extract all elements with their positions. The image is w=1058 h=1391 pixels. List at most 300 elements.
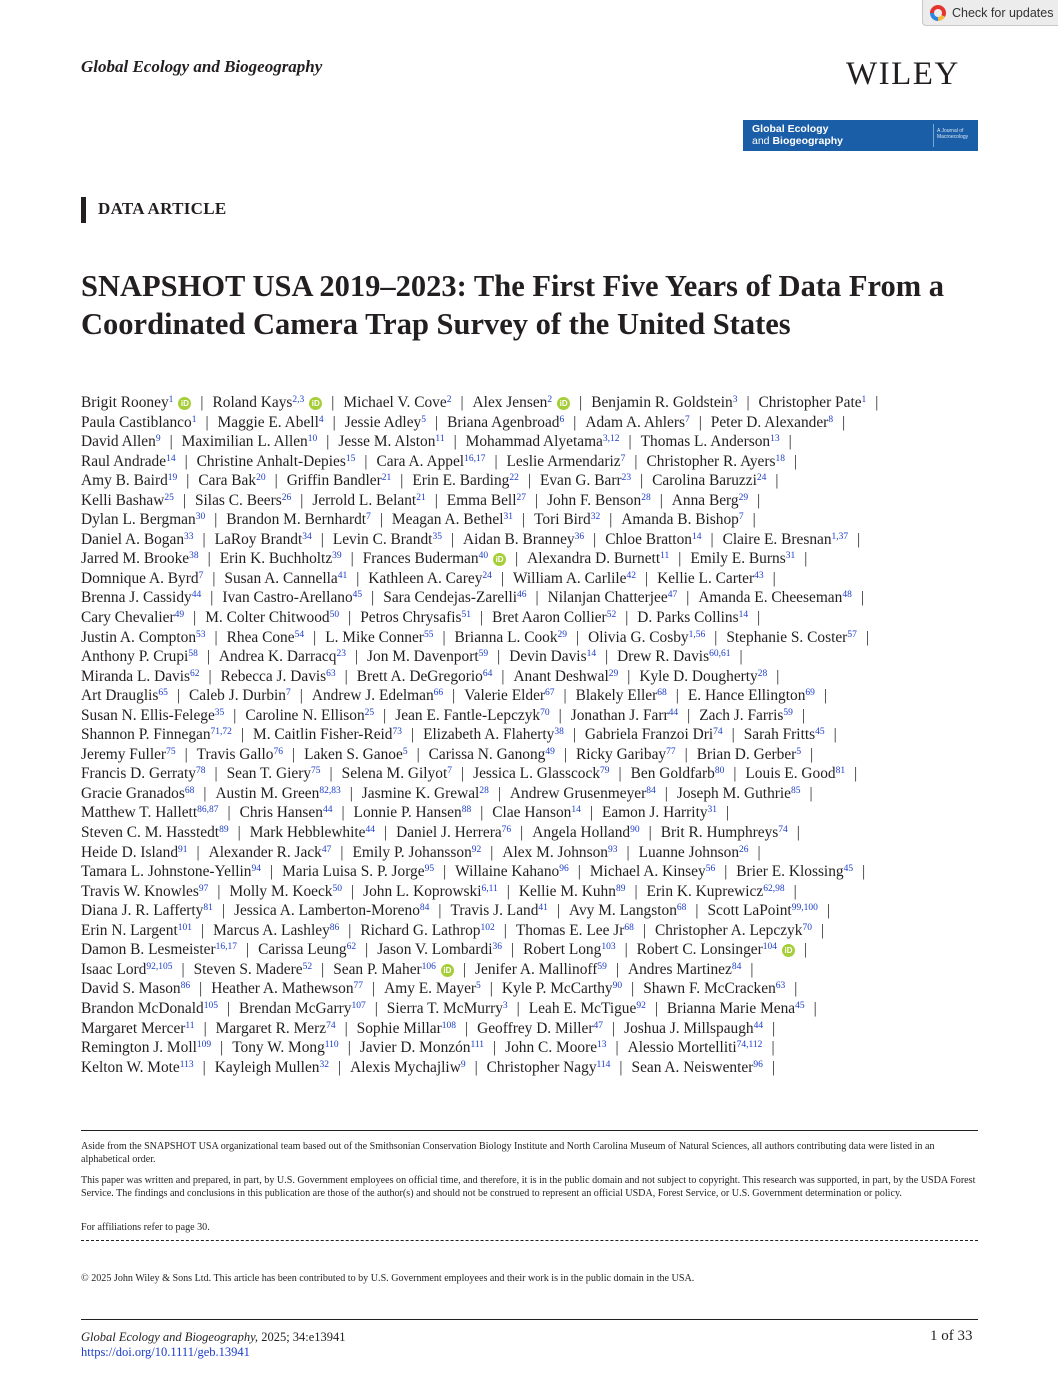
- author[interactable]: [513, 668, 618, 685]
- affiliation-superscript[interactable]: 89: [615, 883, 626, 894]
- affiliation-superscript[interactable]: 2: [446, 395, 452, 405]
- affiliation-superscript[interactable]: 38: [189, 551, 199, 562]
- affiliation-superscript[interactable]: 92,105: [146, 961, 173, 972]
- author[interactable]: [591, 394, 737, 411]
- author[interactable]: [477, 1020, 603, 1037]
- affiliation-superscript[interactable]: 94: [251, 864, 261, 875]
- author[interactable]: [647, 883, 785, 900]
- journal-badge[interactable]: [743, 120, 978, 151]
- affiliation-superscript[interactable]: 5: [421, 414, 426, 425]
- affiliation-superscript[interactable]: 99,100: [791, 903, 818, 914]
- author[interactable]: [624, 1020, 763, 1037]
- affiliation-superscript[interactable]: 1,37: [831, 531, 849, 542]
- author[interactable]: [661, 824, 788, 841]
- affiliation-superscript[interactable]: 42: [626, 570, 637, 581]
- author[interactable]: [287, 472, 392, 489]
- author[interactable]: [81, 1039, 211, 1056]
- author[interactable]: [655, 922, 812, 939]
- author[interactable]: [197, 453, 356, 470]
- author[interactable]: [492, 804, 581, 821]
- affiliation-superscript[interactable]: 32: [590, 512, 601, 523]
- affiliation-superscript[interactable]: 14: [166, 453, 176, 464]
- author[interactable]: [220, 550, 342, 567]
- affiliation-superscript[interactable]: 35: [214, 707, 225, 718]
- author[interactable]: [245, 707, 374, 724]
- affiliation-superscript[interactable]: 48: [842, 590, 852, 601]
- affiliation-superscript[interactable]: 59: [783, 707, 793, 718]
- affiliation-superscript[interactable]: 7: [738, 512, 744, 523]
- author[interactable]: [81, 824, 229, 841]
- affiliation-superscript[interactable]: 103: [601, 942, 616, 953]
- author[interactable]: [502, 980, 622, 997]
- author[interactable]: [81, 844, 188, 861]
- affiliation-superscript[interactable]: 58: [188, 649, 198, 660]
- author[interactable]: [81, 922, 192, 939]
- affiliation-superscript[interactable]: 35: [432, 531, 442, 542]
- author[interactable]: [363, 550, 506, 567]
- author[interactable]: [81, 511, 205, 528]
- author[interactable]: [215, 1059, 329, 1076]
- author[interactable]: [81, 648, 198, 665]
- affiliation-superscript[interactable]: 92: [636, 1000, 646, 1011]
- affiliation-superscript[interactable]: 1: [861, 395, 867, 405]
- author[interactable]: [628, 961, 741, 978]
- affiliation-superscript[interactable]: 13: [597, 1040, 607, 1051]
- affiliation-superscript[interactable]: 97: [198, 883, 209, 894]
- author[interactable]: [81, 863, 261, 880]
- affiliation-superscript[interactable]: 56: [705, 864, 716, 875]
- author[interactable]: [360, 922, 494, 939]
- affiliation-superscript[interactable]: 96: [559, 864, 569, 875]
- author[interactable]: [234, 902, 429, 919]
- affiliation-superscript[interactable]: 95: [424, 864, 435, 875]
- affiliation-superscript[interactable]: 16,17: [215, 942, 238, 953]
- author[interactable]: [699, 707, 793, 724]
- affiliation-superscript[interactable]: 101: [177, 922, 192, 933]
- affiliation-superscript[interactable]: 73: [392, 727, 403, 738]
- affiliation-superscript[interactable]: 76: [501, 825, 512, 836]
- affiliation-superscript[interactable]: 23: [336, 649, 346, 660]
- author[interactable]: [360, 609, 471, 626]
- author[interactable]: [81, 492, 174, 509]
- affiliation-superscript[interactable]: 36: [492, 942, 502, 953]
- author[interactable]: [205, 609, 339, 626]
- author[interactable]: [677, 785, 801, 802]
- author[interactable]: [338, 433, 444, 450]
- affiliation-superscript[interactable]: 84: [419, 903, 430, 914]
- affiliation-superscript[interactable]: 31: [503, 512, 513, 523]
- affiliation-superscript[interactable]: 80: [714, 766, 725, 777]
- affiliation-superscript[interactable]: 28: [479, 785, 489, 796]
- affiliation-superscript[interactable]: 62: [190, 668, 200, 679]
- affiliation-superscript[interactable]: 31: [707, 805, 718, 816]
- affiliation-superscript[interactable]: 63: [326, 668, 336, 679]
- author[interactable]: [81, 765, 205, 782]
- author[interactable]: [81, 746, 176, 763]
- affiliation-superscript[interactable]: 10: [307, 434, 318, 445]
- affiliation-superscript[interactable]: 2: [547, 395, 553, 405]
- author[interactable]: [466, 433, 620, 450]
- author[interactable]: [576, 687, 667, 704]
- affiliation-superscript[interactable]: 3: [502, 1000, 508, 1011]
- author[interactable]: [447, 414, 564, 431]
- author[interactable]: [639, 668, 767, 685]
- orcid-icon[interactable]: iD: [782, 944, 795, 957]
- affiliation-superscript[interactable]: 14: [586, 649, 597, 660]
- author[interactable]: [221, 668, 336, 685]
- affiliation-superscript[interactable]: 50: [332, 883, 342, 894]
- affiliation-superscript[interactable]: 7: [198, 570, 204, 581]
- author[interactable]: [643, 980, 785, 997]
- affiliation-superscript[interactable]: 44: [365, 825, 376, 836]
- affiliation-superscript[interactable]: 102: [480, 922, 495, 933]
- affiliation-superscript[interactable]: 53: [196, 629, 206, 640]
- author[interactable]: [585, 726, 723, 743]
- author[interactable]: [463, 531, 584, 548]
- author[interactable]: [81, 531, 194, 548]
- author[interactable]: [395, 707, 549, 724]
- affiliation-superscript[interactable]: 68: [184, 785, 195, 796]
- author[interactable]: [226, 511, 371, 528]
- affiliation-superscript[interactable]: 81: [203, 903, 213, 914]
- author[interactable]: [529, 1000, 646, 1017]
- affiliation-superscript[interactable]: 38: [554, 727, 564, 738]
- author[interactable]: [534, 511, 600, 528]
- affiliation-superscript[interactable]: 7: [286, 688, 291, 699]
- affiliation-superscript[interactable]: 68: [657, 688, 667, 699]
- author[interactable]: [222, 589, 362, 606]
- author[interactable]: [588, 629, 705, 646]
- affiliation-superscript[interactable]: 7: [447, 766, 452, 777]
- author[interactable]: [81, 668, 200, 685]
- author[interactable]: [383, 589, 526, 606]
- affiliation-superscript[interactable]: 14: [571, 805, 581, 816]
- author[interactable]: [354, 804, 472, 821]
- orcid-icon[interactable]: iD: [557, 397, 570, 410]
- affiliation-superscript[interactable]: 64: [482, 668, 493, 679]
- author[interactable]: [343, 394, 451, 411]
- author[interactable]: [667, 1000, 805, 1017]
- check-for-updates-button[interactable]: [922, 0, 1058, 26]
- author[interactable]: [519, 883, 626, 900]
- author[interactable]: [81, 707, 224, 724]
- author[interactable]: [197, 746, 283, 763]
- author[interactable]: [509, 648, 596, 665]
- affiliation-superscript[interactable]: 85: [791, 785, 801, 796]
- affiliation-superscript[interactable]: 110: [324, 1040, 339, 1051]
- affiliation-superscript[interactable]: 57: [847, 629, 857, 640]
- author[interactable]: [688, 687, 815, 704]
- author[interactable]: [345, 414, 426, 431]
- author[interactable]: [198, 472, 265, 489]
- author[interactable]: [475, 961, 607, 978]
- author[interactable]: [227, 629, 304, 646]
- affiliation-superscript[interactable]: 1: [191, 414, 197, 425]
- author[interactable]: [350, 1059, 465, 1076]
- author[interactable]: [585, 414, 689, 431]
- affiliation-superscript[interactable]: 44: [191, 590, 202, 601]
- author[interactable]: [304, 746, 407, 763]
- doi-link[interactable]: https://doi.org/10.1111/geb.13941: [81, 1345, 250, 1359]
- affiliation-superscript[interactable]: 7: [684, 414, 690, 425]
- author[interactable]: [312, 687, 443, 704]
- affiliation-superscript[interactable]: 5: [796, 746, 802, 757]
- author[interactable]: [81, 902, 213, 919]
- affiliation-superscript[interactable]: 34: [302, 531, 312, 542]
- affiliation-superscript[interactable]: 16,17: [464, 453, 486, 464]
- affiliation-superscript[interactable]: 107: [351, 1000, 366, 1011]
- affiliation-superscript[interactable]: 24: [756, 473, 767, 484]
- affiliation-superscript[interactable]: 106: [421, 961, 436, 972]
- author[interactable]: [81, 1020, 195, 1037]
- author[interactable]: [240, 804, 333, 821]
- affiliation-superscript[interactable]: 11: [660, 551, 670, 562]
- affiliation-superscript[interactable]: 76: [273, 746, 283, 757]
- author[interactable]: [473, 394, 571, 411]
- affiliation-superscript[interactable]: 93: [607, 844, 618, 855]
- affiliation-superscript[interactable]: 28: [641, 492, 651, 503]
- affiliation-superscript[interactable]: 5: [476, 981, 481, 992]
- affiliation-superscript[interactable]: 45: [843, 864, 854, 875]
- affiliation-superscript[interactable]: 32: [319, 1059, 329, 1070]
- affiliation-superscript[interactable]: 49: [174, 610, 185, 621]
- author[interactable]: [81, 1000, 218, 1017]
- affiliation-superscript[interactable]: 2,3: [292, 395, 305, 405]
- affiliation-superscript[interactable]: 51: [461, 610, 472, 621]
- author[interactable]: [363, 883, 498, 900]
- affiliation-superscript[interactable]: 25: [164, 492, 174, 503]
- affiliation-superscript[interactable]: 20: [256, 473, 266, 484]
- author[interactable]: [723, 531, 849, 548]
- affiliation-superscript[interactable]: 55: [423, 629, 434, 640]
- author[interactable]: [81, 433, 161, 450]
- affiliation-superscript[interactable]: 29: [608, 668, 619, 679]
- author[interactable]: [81, 394, 191, 411]
- author[interactable]: [81, 589, 201, 606]
- author[interactable]: [605, 531, 701, 548]
- author[interactable]: [81, 472, 177, 489]
- author[interactable]: [423, 726, 564, 743]
- author[interactable]: [507, 453, 626, 470]
- affiliation-superscript[interactable]: 22: [509, 473, 519, 484]
- author[interactable]: [81, 883, 208, 900]
- affiliation-superscript[interactable]: 54: [294, 629, 305, 640]
- author[interactable]: [473, 765, 609, 782]
- author[interactable]: [215, 531, 312, 548]
- affiliation-superscript[interactable]: 4: [318, 414, 324, 425]
- author[interactable]: [81, 1059, 194, 1076]
- affiliation-superscript[interactable]: 1,56: [688, 629, 706, 640]
- affiliation-superscript[interactable]: 47: [321, 844, 332, 855]
- affiliation-superscript[interactable]: 50: [329, 610, 340, 621]
- author[interactable]: [215, 785, 340, 802]
- affiliation-superscript[interactable]: 74: [713, 727, 723, 738]
- affiliation-superscript[interactable]: 86: [180, 981, 191, 992]
- author[interactable]: [81, 785, 194, 802]
- affiliation-superscript[interactable]: 75: [311, 766, 321, 777]
- author[interactable]: [224, 570, 347, 587]
- affiliation-superscript[interactable]: 65: [158, 688, 168, 699]
- affiliation-superscript[interactable]: 86: [329, 922, 340, 933]
- author[interactable]: [81, 726, 232, 743]
- affiliation-superscript[interactable]: 59: [597, 961, 607, 972]
- author[interactable]: [232, 1039, 338, 1056]
- affiliation-superscript[interactable]: 45: [352, 590, 363, 601]
- author[interactable]: [239, 1000, 366, 1017]
- author[interactable]: [672, 492, 748, 509]
- affiliation-superscript[interactable]: 81: [835, 766, 846, 777]
- author[interactable]: [641, 433, 780, 450]
- author[interactable]: [387, 1000, 508, 1017]
- affiliation-superscript[interactable]: 8: [828, 414, 834, 425]
- author[interactable]: [384, 980, 481, 997]
- affiliation-superscript[interactable]: 88: [461, 805, 472, 816]
- affiliation-superscript[interactable]: 28: [757, 668, 768, 679]
- affiliation-superscript[interactable]: 70: [540, 707, 550, 718]
- author[interactable]: [505, 1039, 606, 1056]
- affiliation-superscript[interactable]: 44: [753, 1020, 764, 1031]
- affiliation-superscript[interactable]: 77: [666, 746, 676, 757]
- affiliation-superscript[interactable]: 44: [668, 707, 679, 718]
- affiliation-superscript[interactable]: 66: [433, 688, 444, 699]
- affiliation-superscript[interactable]: 41: [538, 903, 548, 914]
- affiliation-superscript[interactable]: 39: [332, 551, 342, 562]
- author[interactable]: [726, 629, 856, 646]
- author[interactable]: [81, 453, 176, 470]
- affiliation-superscript[interactable]: 27: [516, 492, 526, 503]
- author[interactable]: [547, 492, 651, 509]
- affiliation-superscript[interactable]: 109: [196, 1040, 212, 1051]
- author[interactable]: [367, 648, 488, 665]
- author[interactable]: [523, 941, 615, 958]
- author[interactable]: [81, 804, 219, 821]
- author[interactable]: [250, 824, 375, 841]
- affiliation-superscript[interactable]: 11: [435, 434, 445, 445]
- author[interactable]: [707, 902, 817, 919]
- affiliation-superscript[interactable]: 21: [381, 473, 392, 484]
- author[interactable]: [377, 941, 502, 958]
- author[interactable]: [396, 824, 511, 841]
- affiliation-superscript[interactable]: 23: [621, 473, 632, 484]
- affiliation-superscript[interactable]: 26: [739, 844, 749, 855]
- author[interactable]: [213, 922, 339, 939]
- author[interactable]: [368, 570, 492, 587]
- affiliation-superscript[interactable]: 9: [460, 1059, 466, 1070]
- affiliation-superscript[interactable]: 5: [402, 746, 408, 757]
- author[interactable]: [617, 648, 730, 665]
- author[interactable]: [540, 472, 631, 489]
- affiliation-superscript[interactable]: 63: [775, 981, 786, 992]
- affiliation-superscript[interactable]: 47: [667, 590, 678, 601]
- author[interactable]: [711, 414, 833, 431]
- affiliation-superscript[interactable]: 13: [770, 434, 780, 445]
- affiliation-superscript[interactable]: 70: [802, 922, 812, 933]
- orcid-icon[interactable]: iD: [493, 553, 506, 566]
- affiliation-superscript[interactable]: 41: [337, 570, 348, 581]
- affiliation-superscript[interactable]: 6,11: [481, 883, 498, 894]
- author[interactable]: [229, 883, 342, 900]
- author[interactable]: [464, 687, 554, 704]
- author[interactable]: [646, 453, 784, 470]
- affiliation-superscript[interactable]: 78: [195, 766, 206, 777]
- affiliation-superscript[interactable]: 114: [596, 1059, 611, 1070]
- affiliation-superscript[interactable]: 36: [574, 531, 585, 542]
- affiliation-superscript[interactable]: 18: [775, 453, 785, 464]
- author[interactable]: [81, 941, 237, 958]
- affiliation-superscript[interactable]: 62,98: [763, 883, 785, 894]
- orcid-icon[interactable]: iD: [178, 397, 191, 410]
- affiliation-superscript[interactable]: 111: [470, 1040, 485, 1051]
- affiliation-superscript[interactable]: 77: [353, 981, 364, 992]
- author[interactable]: [621, 511, 743, 528]
- author[interactable]: [602, 804, 717, 821]
- author[interactable]: [637, 609, 748, 626]
- affiliation-superscript[interactable]: 82,83: [319, 785, 341, 796]
- author[interactable]: [357, 668, 493, 685]
- author[interactable]: [352, 844, 481, 861]
- author[interactable]: [745, 765, 845, 782]
- author[interactable]: [360, 1039, 484, 1056]
- author[interactable]: [571, 707, 678, 724]
- author[interactable]: [258, 941, 356, 958]
- author[interactable]: [81, 961, 173, 978]
- author[interactable]: [211, 980, 363, 997]
- affiliation-superscript[interactable]: 7: [366, 512, 371, 523]
- affiliation-superscript[interactable]: 74,112: [736, 1040, 763, 1051]
- affiliation-superscript[interactable]: 9: [155, 434, 161, 445]
- author[interactable]: [194, 961, 313, 978]
- author[interactable]: [576, 746, 676, 763]
- author[interactable]: [357, 1020, 456, 1037]
- affiliation-superscript[interactable]: 1: [168, 395, 174, 405]
- affiliation-superscript[interactable]: 19: [167, 473, 178, 484]
- author[interactable]: [548, 589, 678, 606]
- author[interactable]: [429, 746, 555, 763]
- author[interactable]: [450, 902, 547, 919]
- affiliation-superscript[interactable]: 60,61: [709, 649, 731, 660]
- author[interactable]: [631, 765, 725, 782]
- author[interactable]: [532, 824, 639, 841]
- affiliation-superscript[interactable]: 45: [795, 1000, 805, 1011]
- affiliation-superscript[interactable]: 90: [612, 981, 623, 992]
- author[interactable]: [362, 785, 489, 802]
- affiliation-superscript[interactable]: 62: [346, 942, 357, 953]
- author[interactable]: [502, 844, 617, 861]
- affiliation-superscript[interactable]: 33: [184, 531, 194, 542]
- affiliation-superscript[interactable]: 30: [195, 512, 206, 523]
- author[interactable]: [510, 785, 656, 802]
- affiliation-superscript[interactable]: 79: [600, 766, 610, 777]
- affiliation-superscript[interactable]: 92: [471, 844, 482, 855]
- author[interactable]: [569, 902, 686, 919]
- affiliation-superscript[interactable]: 84: [646, 785, 656, 796]
- author[interactable]: [333, 961, 454, 978]
- author[interactable]: [219, 648, 346, 665]
- author[interactable]: [744, 726, 825, 743]
- author[interactable]: [81, 980, 190, 997]
- affiliation-superscript[interactable]: 68: [624, 922, 634, 933]
- author[interactable]: [412, 472, 519, 489]
- author[interactable]: [342, 765, 452, 782]
- affiliation-superscript[interactable]: 69: [805, 688, 815, 699]
- author[interactable]: [81, 414, 196, 431]
- affiliation-superscript[interactable]: 31: [785, 551, 796, 562]
- author[interactable]: [195, 492, 291, 509]
- affiliation-superscript[interactable]: 25: [364, 707, 375, 718]
- affiliation-superscript[interactable]: 21: [416, 492, 426, 503]
- author[interactable]: [759, 394, 867, 411]
- affiliation-superscript[interactable]: 113: [179, 1059, 194, 1070]
